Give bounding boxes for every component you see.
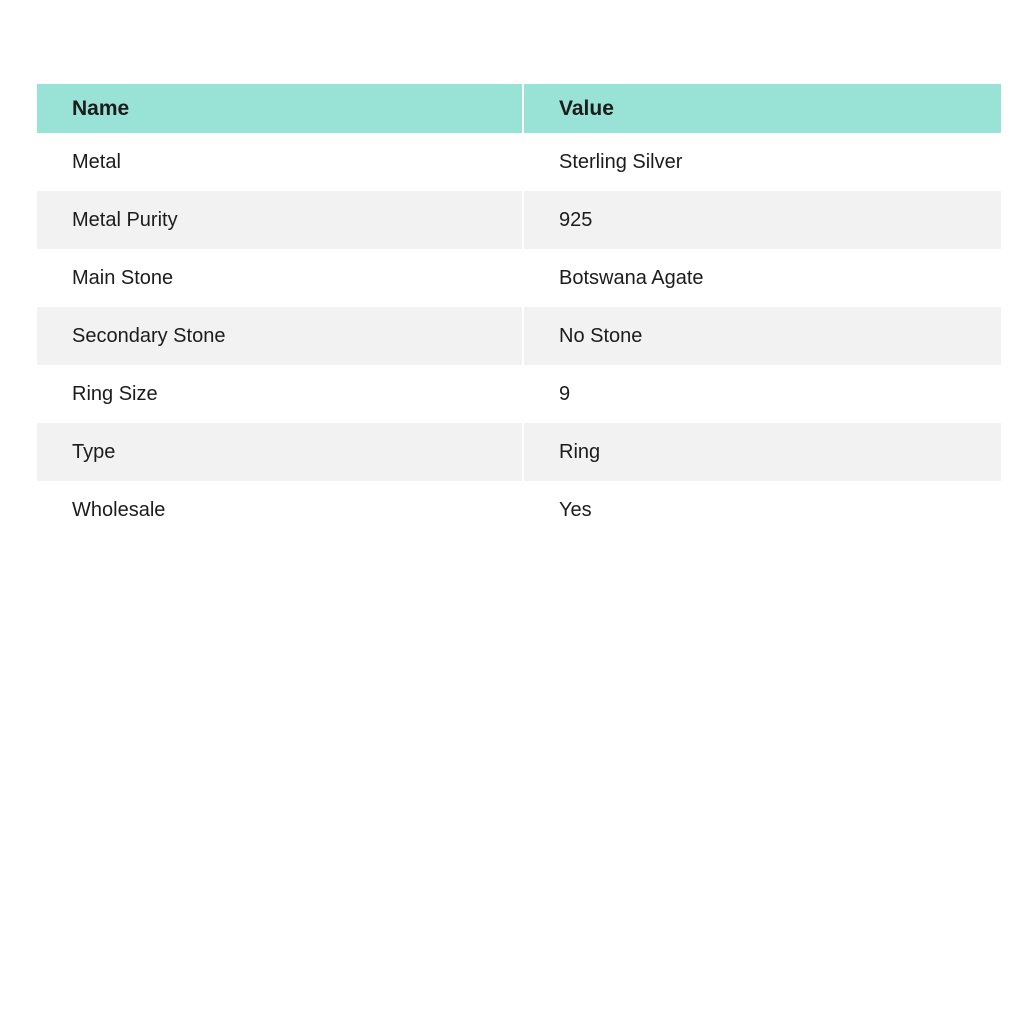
value-cell: Yes [559, 499, 592, 521]
name-cell: Ring Size [72, 383, 158, 405]
table-row [37, 365, 1001, 423]
value-cell: 9 [559, 383, 571, 405]
name-cell: Metal Purity [72, 209, 178, 231]
table-row [37, 423, 1001, 481]
value-cell: No Stone [559, 325, 643, 347]
header-cell-name: Name [37, 84, 522, 133]
table-header-row [37, 84, 1001, 133]
table-row [37, 307, 1001, 365]
value-cell: Ring [559, 441, 601, 463]
table-row [37, 191, 1001, 249]
value-cell: Botswana Agate [559, 267, 704, 289]
table-row [37, 133, 1001, 191]
name-cell: Metal [72, 151, 121, 173]
value-cell: Sterling Silver [559, 151, 683, 173]
name-cell: Type [72, 441, 116, 463]
table-row [37, 481, 1001, 539]
table-body [37, 133, 1001, 539]
header-cell-value: Value [524, 84, 1001, 133]
product-specifications-table [37, 84, 1001, 539]
value-cell: 925 [559, 209, 593, 231]
table-row [37, 249, 1001, 307]
name-cell: Secondary Stone [72, 325, 226, 347]
name-cell: Main Stone [72, 267, 174, 289]
name-cell: Wholesale [72, 499, 166, 521]
